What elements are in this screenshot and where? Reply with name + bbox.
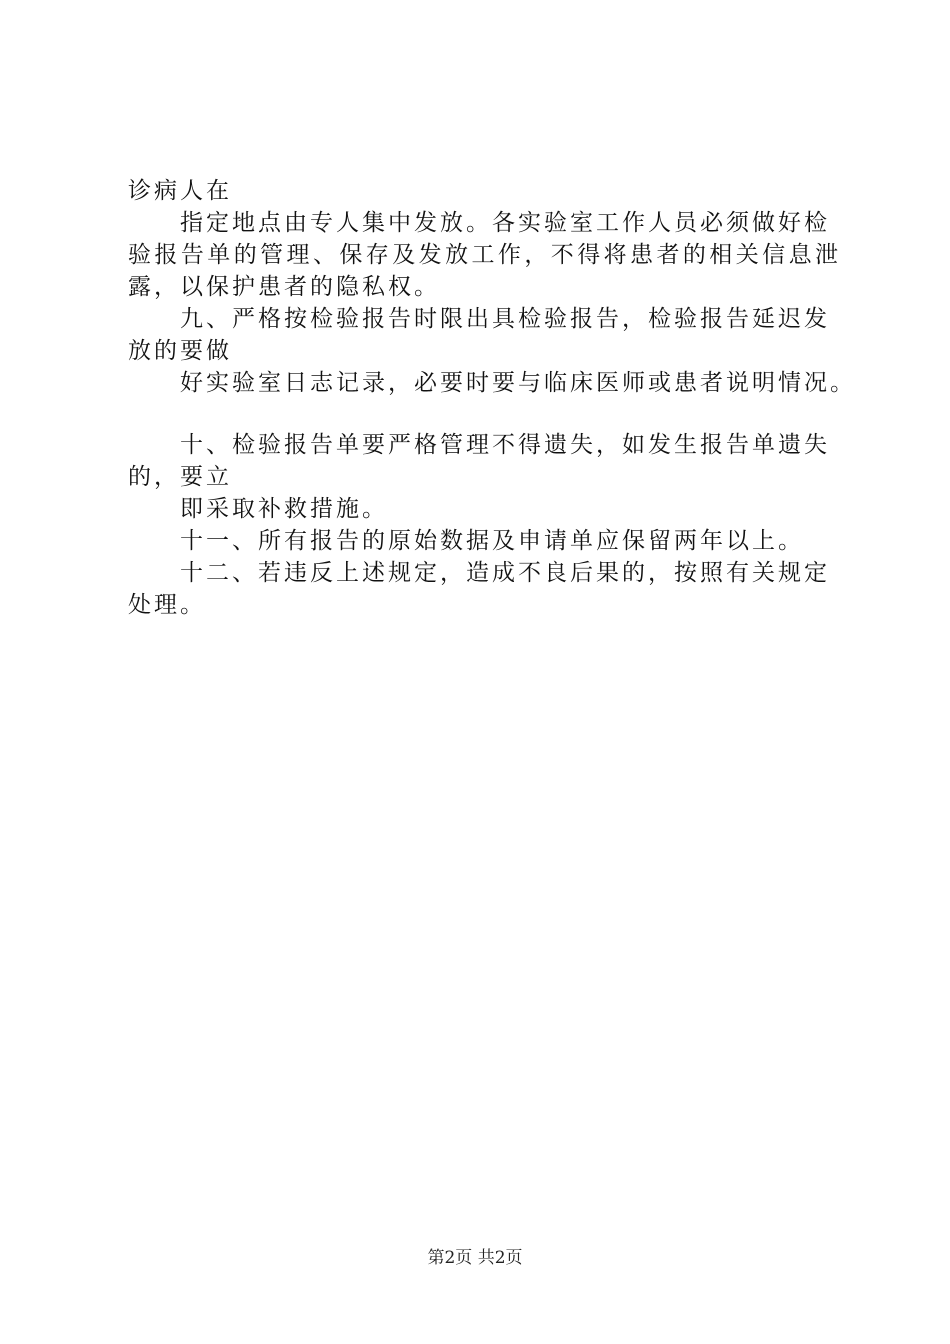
text-line: 好实验室日志记录，必要时要与临床医师或患者说明情况。: [180, 370, 856, 396]
document-body: [128, 175, 856, 621]
text-line: 十二、若违反上述规定，造成不良后果的，按照有关规定: [180, 560, 830, 586]
paragraph-gap: [128, 399, 838, 429]
text-line: 九、严格按检验报告时限出具检验报告，检验报告延迟发: [180, 306, 830, 332]
text-line: 十一、所有报告的原始数据及申请单应保留两年以上。: [180, 528, 804, 554]
text-line: 即采取补救措施。: [180, 496, 388, 522]
text-line: 诊病人在: [128, 178, 232, 204]
page-number-footer: 第2页 共2页: [427, 1248, 523, 1268]
text-line: 指定地点由专人集中发放。各实验室工作人员必须做好检: [180, 210, 830, 236]
text-line: 放的要做: [128, 338, 232, 364]
text-line: 验报告单的管理、保存及发放工作，不得将患者的相关信息泄: [128, 242, 838, 268]
text-line: 露，以保护患者的隐私权。: [128, 274, 440, 300]
text-line: 处理。: [128, 592, 206, 618]
text-line: 十、检验报告单要严格管理不得遗失，如发生报告单遗失: [180, 432, 830, 458]
text-line: 的，要立: [128, 464, 232, 490]
